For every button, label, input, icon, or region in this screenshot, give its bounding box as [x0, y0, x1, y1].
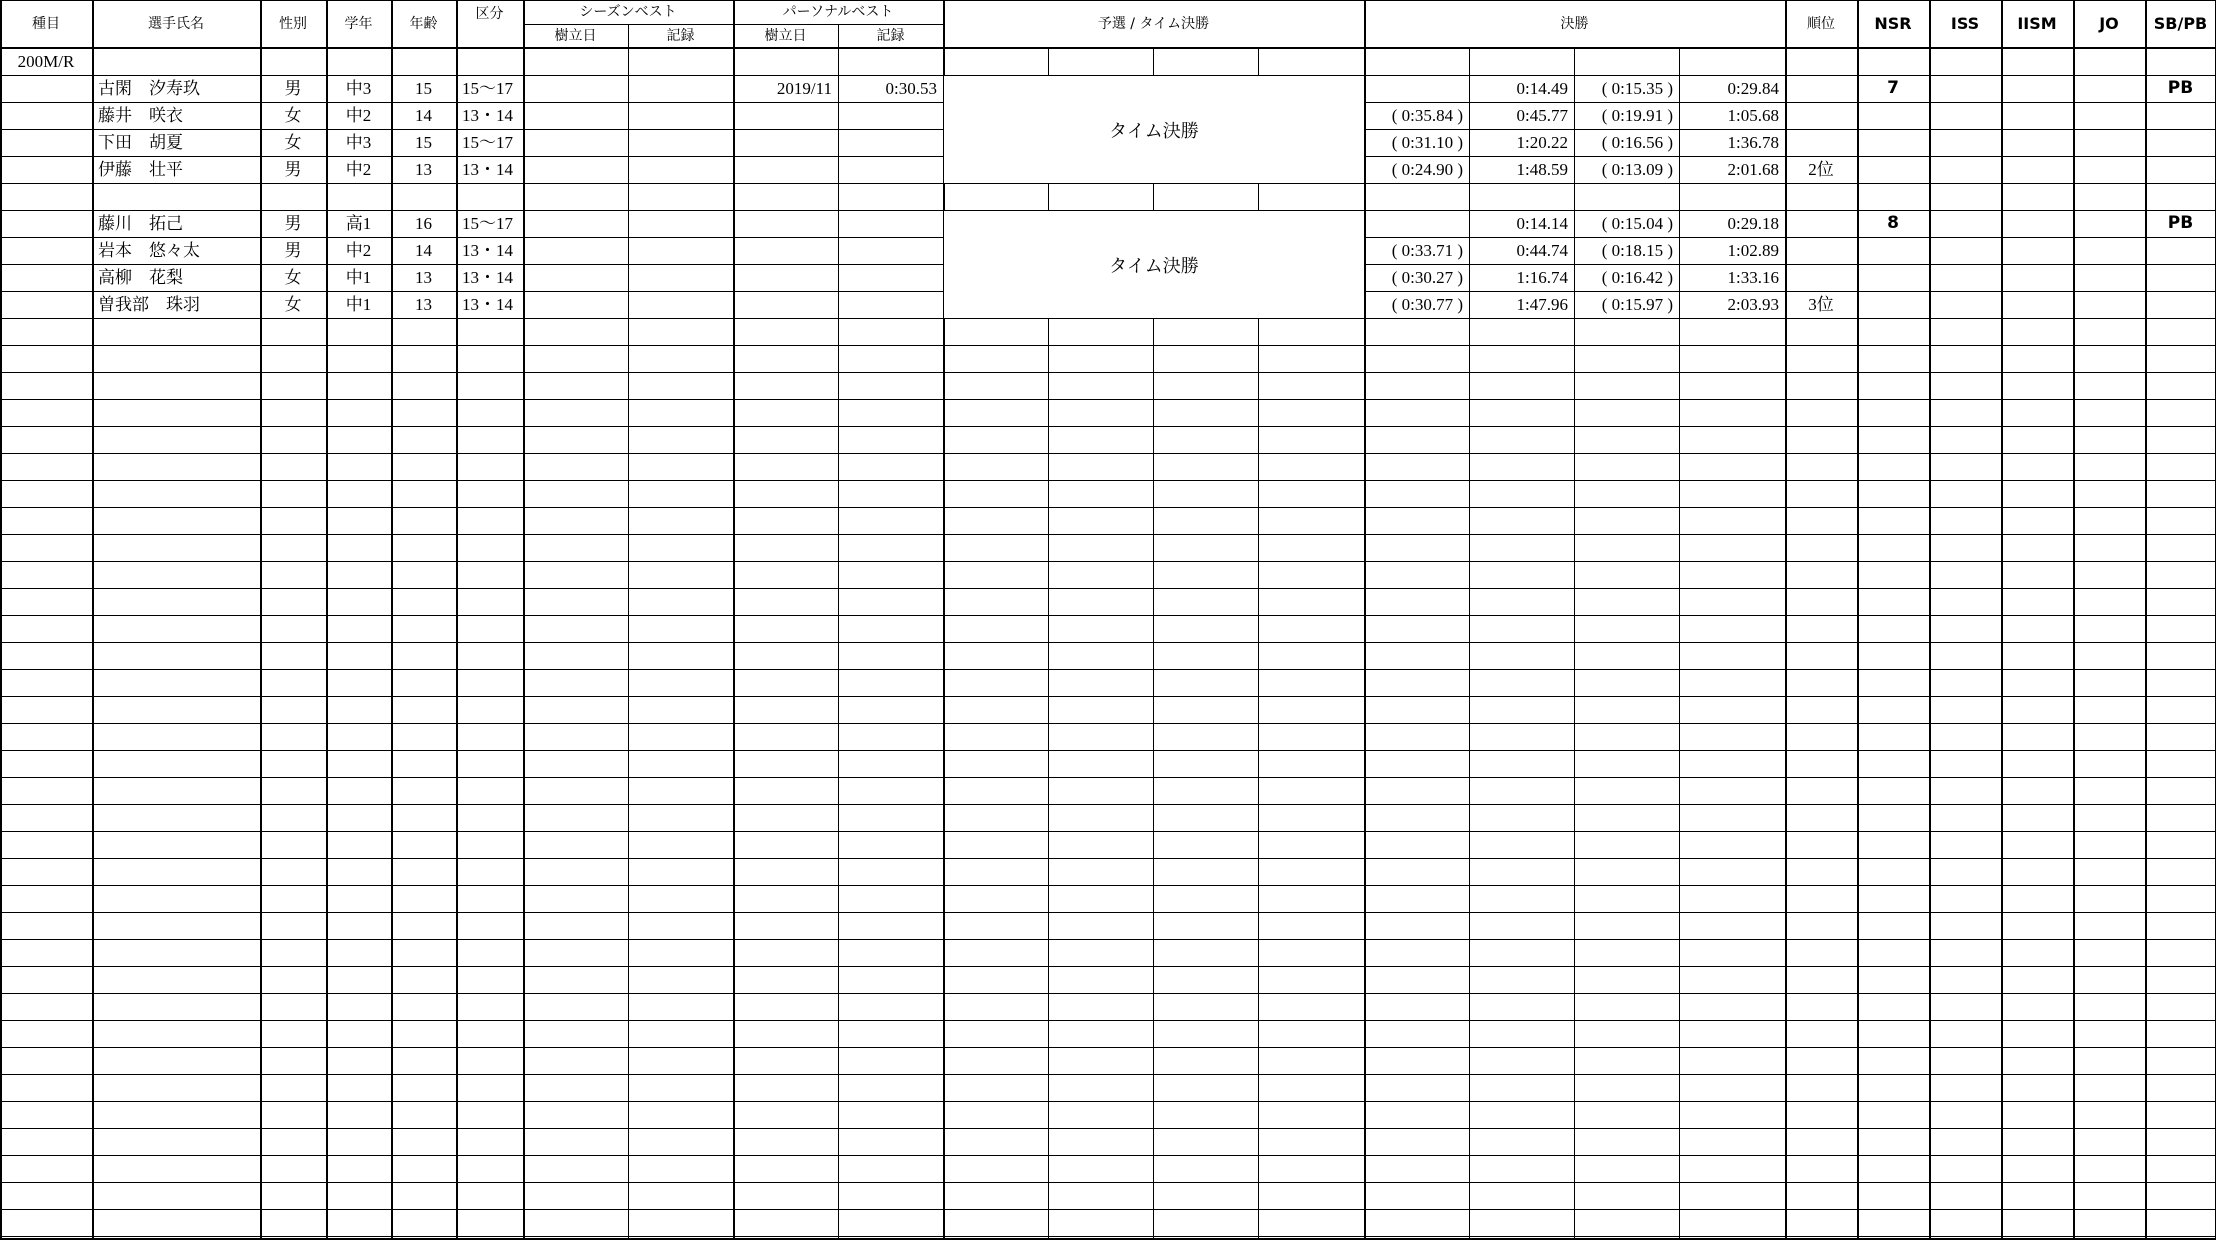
- column-line: [391, 0, 393, 1240]
- final-split-1: ( 0:33.71 ): [1391, 241, 1463, 260]
- row-line: [0, 561, 2216, 562]
- gender-cell: 女: [284, 133, 302, 152]
- gender-cell: 女: [284, 106, 302, 125]
- row-line: [0, 1128, 2216, 1129]
- row-line: [0, 1047, 2216, 1048]
- header-season-best-record: 記録: [666, 28, 695, 44]
- row-line: [0, 453, 2216, 454]
- header-iss: ISS: [1950, 14, 1980, 33]
- row-line: [0, 399, 2216, 400]
- final-split-2: 1:16.74: [1516, 268, 1568, 287]
- row-line: [0, 1020, 2216, 1021]
- row-line: [0, 183, 2216, 184]
- gender-cell: 女: [284, 268, 302, 287]
- final-split-3: ( 0:16.42 ): [1601, 268, 1673, 287]
- rank-cell: [1785, 129, 1857, 156]
- final-split-1: ( 0:30.77 ): [1391, 295, 1463, 314]
- column-line: [92, 0, 94, 1240]
- final-time: 2:01.68: [1727, 160, 1779, 179]
- row-line: [0, 615, 2216, 616]
- grade-cell: 中1: [345, 295, 372, 314]
- nsr-cell: 8: [1887, 213, 1899, 233]
- category-cell: 13・14: [462, 241, 513, 260]
- rank-cell: 2位: [1808, 160, 1834, 179]
- sbpb-cell: PB: [2167, 213, 2194, 233]
- header-final: 決勝: [1560, 16, 1589, 32]
- header-iism: IISM: [2017, 14, 2057, 33]
- row-line: [0, 534, 2216, 535]
- final-split-3: ( 0:15.04 ): [1601, 214, 1673, 233]
- athlete-name: 藤井 咲衣: [98, 106, 183, 125]
- header-season-best: シーズンベスト: [579, 4, 677, 20]
- pb-date-cell: [733, 156, 838, 183]
- final-split-3: ( 0:15.97 ): [1601, 295, 1673, 314]
- sbpb-cell: [2145, 156, 2216, 183]
- header-rank: 順位: [1807, 16, 1835, 32]
- pb-date-cell: [733, 129, 838, 156]
- row-line: [0, 939, 2216, 940]
- final-time: 0:29.18: [1727, 214, 1779, 233]
- column-line: [456, 0, 458, 1240]
- nsr-cell: [1857, 264, 1929, 291]
- nsr-cell: [1857, 291, 1929, 318]
- final-split-1: [1364, 75, 1469, 102]
- row-line: [0, 426, 2216, 427]
- header-personal-best-date: 樹立日: [764, 28, 807, 44]
- final-split-3: ( 0:19.91 ): [1601, 106, 1673, 125]
- final-time: 1:02.89: [1727, 241, 1779, 260]
- pb-date-cell: [733, 264, 838, 291]
- athlete-name: 下田 胡夏: [98, 133, 183, 152]
- nsr-cell: 7: [1887, 78, 1899, 98]
- age-cell: 14: [415, 106, 432, 125]
- final-split-3: ( 0:16.56 ): [1601, 133, 1673, 152]
- nsr-cell: [1857, 102, 1929, 129]
- gender-cell: 男: [284, 214, 302, 233]
- row-line: [0, 1074, 2216, 1075]
- column-line: [523, 0, 525, 1240]
- column-line: [1364, 0, 1366, 1240]
- header-age: 年齢: [409, 16, 438, 32]
- header-personal-best-record: 記録: [876, 28, 905, 44]
- final-split-2: 0:14.14: [1516, 214, 1568, 233]
- grade-cell: 中2: [345, 241, 372, 260]
- final-split-3: ( 0:15.35 ): [1601, 79, 1673, 98]
- final-split-1: [1364, 210, 1469, 237]
- final-split-1: ( 0:31.10 ): [1391, 133, 1463, 152]
- athlete-name: 古閑 汐寿玖: [98, 79, 200, 98]
- category-cell: 13・14: [462, 160, 513, 179]
- final-split-1: ( 0:30.27 ): [1391, 268, 1463, 287]
- final-split-2: 0:14.49: [1516, 79, 1568, 98]
- header-gender: 性別: [279, 16, 307, 32]
- row-line: [0, 345, 2216, 346]
- final-time: 1:36.78: [1727, 133, 1779, 152]
- sbpb-cell: [2145, 129, 2216, 156]
- pb-record-cell: [838, 291, 943, 318]
- header-sbpb: SB/PB: [2153, 14, 2208, 33]
- age-cell: 13: [415, 268, 432, 287]
- pb-date-cell: [733, 102, 838, 129]
- pb-record-cell: [838, 210, 943, 237]
- top-border: [0, 0, 2216, 1]
- pb-record-cell: [838, 237, 943, 264]
- category-cell: 15～17: [462, 133, 513, 152]
- row-line: [0, 480, 2216, 481]
- pb-date-cell: [733, 291, 838, 318]
- column-line: [1929, 0, 1931, 1240]
- pb-record-cell: [838, 264, 943, 291]
- final-split-1: ( 0:24.90 ): [1391, 160, 1463, 179]
- grade-cell: 中3: [345, 133, 372, 152]
- category-cell: 15～17: [462, 79, 513, 98]
- pb-date-cell: 2019/11: [776, 79, 832, 98]
- column-line: [0, 0, 2, 1240]
- category-cell: 13・14: [462, 106, 513, 125]
- final-time: 0:29.84: [1727, 79, 1779, 98]
- header-jo: JO: [2099, 14, 2119, 33]
- pb-date-cell: [733, 237, 838, 264]
- row-line: [0, 1182, 2216, 1183]
- row-line: [0, 1101, 2216, 1102]
- athlete-name: 高柳 花梨: [98, 268, 183, 287]
- row-line: [0, 318, 2216, 319]
- row-line: [0, 1209, 2216, 1210]
- rank-cell: [1785, 210, 1857, 237]
- pb-date-cell: [733, 210, 838, 237]
- header-category: 区分: [475, 6, 504, 22]
- final-split-2: 1:48.59: [1516, 160, 1568, 179]
- age-cell: 13: [415, 160, 432, 179]
- age-cell: 15: [415, 79, 432, 98]
- row-line: [0, 723, 2216, 724]
- age-cell: 16: [415, 214, 432, 233]
- row-line: [0, 696, 2216, 697]
- pb-record-cell: [838, 102, 943, 129]
- athlete-name: 曽我部 珠羽: [98, 295, 200, 314]
- row-line: [0, 966, 2216, 967]
- sbpb-cell: PB: [2167, 78, 2194, 98]
- row-line: [0, 507, 2216, 508]
- sbpb-cell: [2145, 237, 2216, 264]
- column-line: [326, 0, 328, 1240]
- time-final-label-heat-1: タイム決勝: [944, 76, 1364, 183]
- row-line: [0, 912, 2216, 913]
- row-line: [0, 669, 2216, 670]
- grade-cell: 中2: [345, 106, 372, 125]
- final-split-3: ( 0:18.15 ): [1601, 241, 1673, 260]
- pb-record-cell: [838, 156, 943, 183]
- column-line: [2001, 0, 2003, 1240]
- gender-cell: 男: [284, 160, 302, 179]
- gender-cell: 男: [284, 241, 302, 260]
- category-cell: 15～17: [462, 214, 513, 233]
- column-line: [2145, 0, 2147, 1240]
- row-line: [0, 831, 2216, 832]
- column-line: [1857, 0, 1859, 1240]
- row-line: [0, 372, 2216, 373]
- column-line: [1785, 0, 1787, 1240]
- header-season-best-date: 樹立日: [554, 28, 597, 44]
- header-event: 種目: [32, 16, 60, 32]
- final-split-2: 0:44.74: [1516, 241, 1568, 260]
- final-split-3: ( 0:13.09 ): [1601, 160, 1673, 179]
- pb-record-cell: 0:30.53: [885, 79, 937, 98]
- row-line: [0, 885, 2216, 886]
- athlete-name: 伊藤 壮平: [98, 160, 183, 179]
- rank-cell: [1785, 75, 1857, 102]
- gender-cell: 男: [284, 79, 302, 98]
- grade-cell: 高1: [345, 214, 372, 233]
- row-line: [0, 588, 2216, 589]
- header-grade: 学年: [344, 16, 373, 32]
- nsr-cell: [1857, 156, 1929, 183]
- header-personal-best: パーソナルベスト: [782, 4, 894, 20]
- rank-cell: [1785, 102, 1857, 129]
- grade-cell: 中1: [345, 268, 372, 287]
- row-line: [0, 1155, 2216, 1156]
- sbpb-cell: [2145, 264, 2216, 291]
- grade-cell: 中2: [345, 160, 372, 179]
- rank-cell: [1785, 237, 1857, 264]
- nsr-cell: [1857, 129, 1929, 156]
- column-line: [2073, 0, 2075, 1240]
- pb-record-cell: [838, 129, 943, 156]
- final-time: 1:05.68: [1727, 106, 1779, 125]
- category-cell: 13・14: [462, 268, 513, 287]
- rank-cell: 3位: [1808, 295, 1834, 314]
- header-nsr: NSR: [1874, 14, 1912, 33]
- sbpb-cell: [2145, 291, 2216, 318]
- age-cell: 14: [415, 241, 432, 260]
- nsr-cell: [1857, 237, 1929, 264]
- column-line: [838, 24, 839, 1240]
- column-line: [943, 0, 945, 1240]
- header-name: 選手氏名: [148, 16, 204, 32]
- header-prelim: 予選 / タイム決勝: [1097, 16, 1210, 32]
- header-bottom-border: [0, 47, 2216, 49]
- row-line: [0, 858, 2216, 859]
- gender-cell: 女: [284, 295, 302, 314]
- age-cell: 15: [415, 133, 432, 152]
- age-cell: 13: [415, 295, 432, 314]
- row-line: [0, 777, 2216, 778]
- athlete-name: 藤川 拓己: [98, 214, 183, 233]
- row-line: [0, 804, 2216, 805]
- final-split-2: 0:45.77: [1516, 106, 1568, 125]
- final-time: 2:03.93: [1727, 295, 1779, 314]
- row-line: [0, 1236, 2216, 1237]
- category-cell: 13・14: [462, 295, 513, 314]
- column-line: [628, 24, 629, 1240]
- row-line: [0, 993, 2216, 994]
- row-line: [0, 642, 2216, 643]
- final-time: 1:33.16: [1727, 268, 1779, 287]
- final-split-2: 1:20.22: [1516, 133, 1568, 152]
- final-split-2: 1:47.96: [1516, 295, 1568, 314]
- athlete-name: 岩本 悠々太: [98, 241, 200, 260]
- time-final-label-heat-2: タイム決勝: [944, 211, 1364, 318]
- grade-cell: 中3: [345, 79, 372, 98]
- row-line: [0, 750, 2216, 751]
- event-label: 200M/R: [17, 52, 75, 71]
- sbpb-cell: [2145, 102, 2216, 129]
- column-line: [260, 0, 262, 1240]
- rank-cell: [1785, 264, 1857, 291]
- column-line: [733, 0, 735, 1240]
- final-split-1: ( 0:35.84 ): [1391, 106, 1463, 125]
